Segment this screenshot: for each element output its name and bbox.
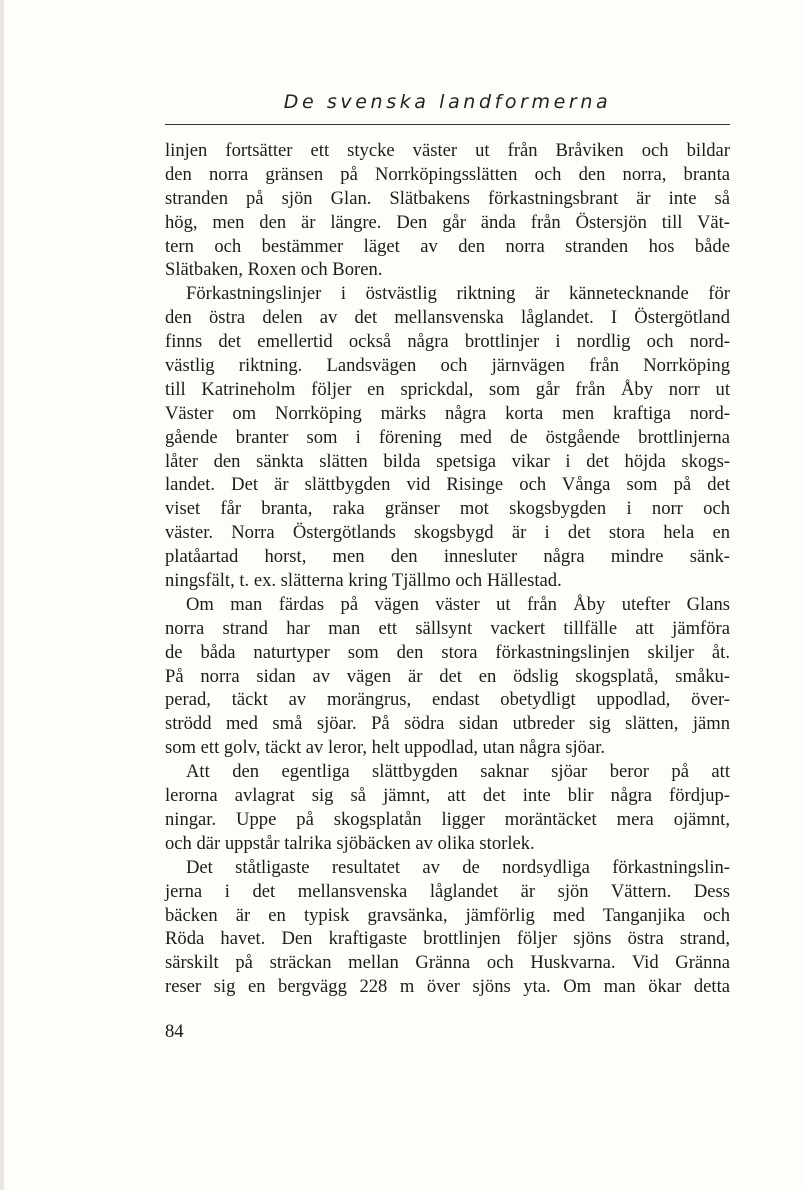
text-line: stranden på sjön Glan. Slätbakens förkastningsbrant är inte så: [165, 187, 730, 209]
paragraph: [165, 856, 730, 999]
text-line: västlig riktning. Landsvägen och järnvägen från Norrköping: [165, 355, 730, 377]
running-head: De svenska landformerna: [283, 91, 612, 113]
text-line: särskilt på sträckan mellan Gränna och Huskvarna. Vid Gränna: [165, 952, 730, 974]
text-line: och där uppstår talrika sjöbäcken av olika storlek.: [165, 832, 535, 854]
text-line: finns det emellertid också några brottlinjer i nordlig och nord-: [165, 331, 730, 353]
text-line: Om man färdas på vägen väster ut från Åby utefter Glans: [186, 593, 730, 615]
text-line: perad, täckt av morängrus, endast obetydligt uppodlad, över-: [165, 689, 730, 711]
text-line: jerna i det mellansvenska låglandet är sjön Vättern. Dess: [165, 880, 730, 902]
text-line: den östra delen av det mellansvenska låglandet. I Östergötland: [165, 307, 730, 329]
text-line: de båda naturtyper som den stora förkastningslinjen skiljer åt.: [165, 641, 730, 663]
paragraph: [165, 593, 730, 760]
text-line: väster. Norra Östergötlands skogsbygd är i det stora hela en: [165, 522, 730, 544]
text-line: tern och bestämmer läget av den norra stranden hos både: [165, 235, 730, 257]
body-text: [165, 139, 730, 999]
text-line: ningsfält, t. ex. slätterna kring Tjällmo och Hällestad.: [165, 570, 562, 592]
text-line: lerorna avlagrat sig så jämnt, att det inte blir några fördjup-: [165, 785, 730, 807]
text-line: Att den egentliga slättbygden saknar sjöar beror på att: [186, 761, 730, 783]
text-line: strödd med små sjöar. På södra sidan utbreder sig slätten, jämn: [165, 713, 730, 735]
text-line: låter den sänkta slätten bilda spetsiga vikar i det höjda skogs-: [165, 450, 730, 472]
text-line: norra strand har man ett sällsynt vackert tillfälle att jämföra: [165, 617, 730, 639]
text-line: linjen fortsätter ett stycke väster ut från Bråviken och bildar: [165, 140, 730, 161]
paragraph: [165, 139, 730, 282]
header-rule: [165, 124, 730, 125]
text-line: viset får branta, raka gränser mot skogsbygden i norr och: [165, 498, 730, 520]
text-line: ningar. Uppe på skogsplatån ligger moräntäcket mera ojämnt,: [165, 808, 730, 830]
text-line: bäcken är en typisk gravsänka, jämförlig med Tanganjika och: [165, 904, 730, 926]
text-line: Slätbaken, Roxen och Boren.: [165, 259, 383, 281]
paragraph: [165, 282, 730, 593]
text-line: Det ståtligaste resultatet av de nordsydliga förkastningslin-: [186, 856, 730, 878]
text-line: landet. Det är slättbygden vid Risinge och Vånga som på det: [165, 474, 730, 496]
text-line: platåartad horst, men den innesluter några mindre sänk-: [165, 546, 730, 568]
text-line: gående branter som i förening med de östgående brottlinjerna: [165, 426, 730, 448]
text-line: Väster om Norrköping märks några korta men kraftiga nord-: [165, 402, 730, 424]
text-line: reser sig en bergvägg 228 m över sjöns yta. Om man ökar detta: [165, 976, 730, 998]
text-line: till Katrineholm följer en sprickdal, som går från Åby norr ut: [165, 378, 730, 400]
paragraph: [165, 760, 730, 856]
text-line: Röda havet. Den kraftigaste brottlinjen följer sjöns östra strand,: [165, 928, 730, 950]
text-line: Förkastningslinjer i östvästlig riktning är kännetecknande för: [186, 283, 730, 305]
text-line: som ett golv, täckt av leror, helt uppodlad, utan några sjöar.: [165, 737, 606, 759]
page-number: 84: [165, 1021, 184, 1042]
text-line: På norra sidan av vägen är det en ödslig skogsplatå, småku-: [165, 665, 730, 687]
text-line: hög, men den är längre. Den går ända från Östersjön till Vät-: [165, 211, 730, 233]
text-line: den norra gränsen på Norrköpingsslätten och den norra, branta: [165, 163, 730, 185]
